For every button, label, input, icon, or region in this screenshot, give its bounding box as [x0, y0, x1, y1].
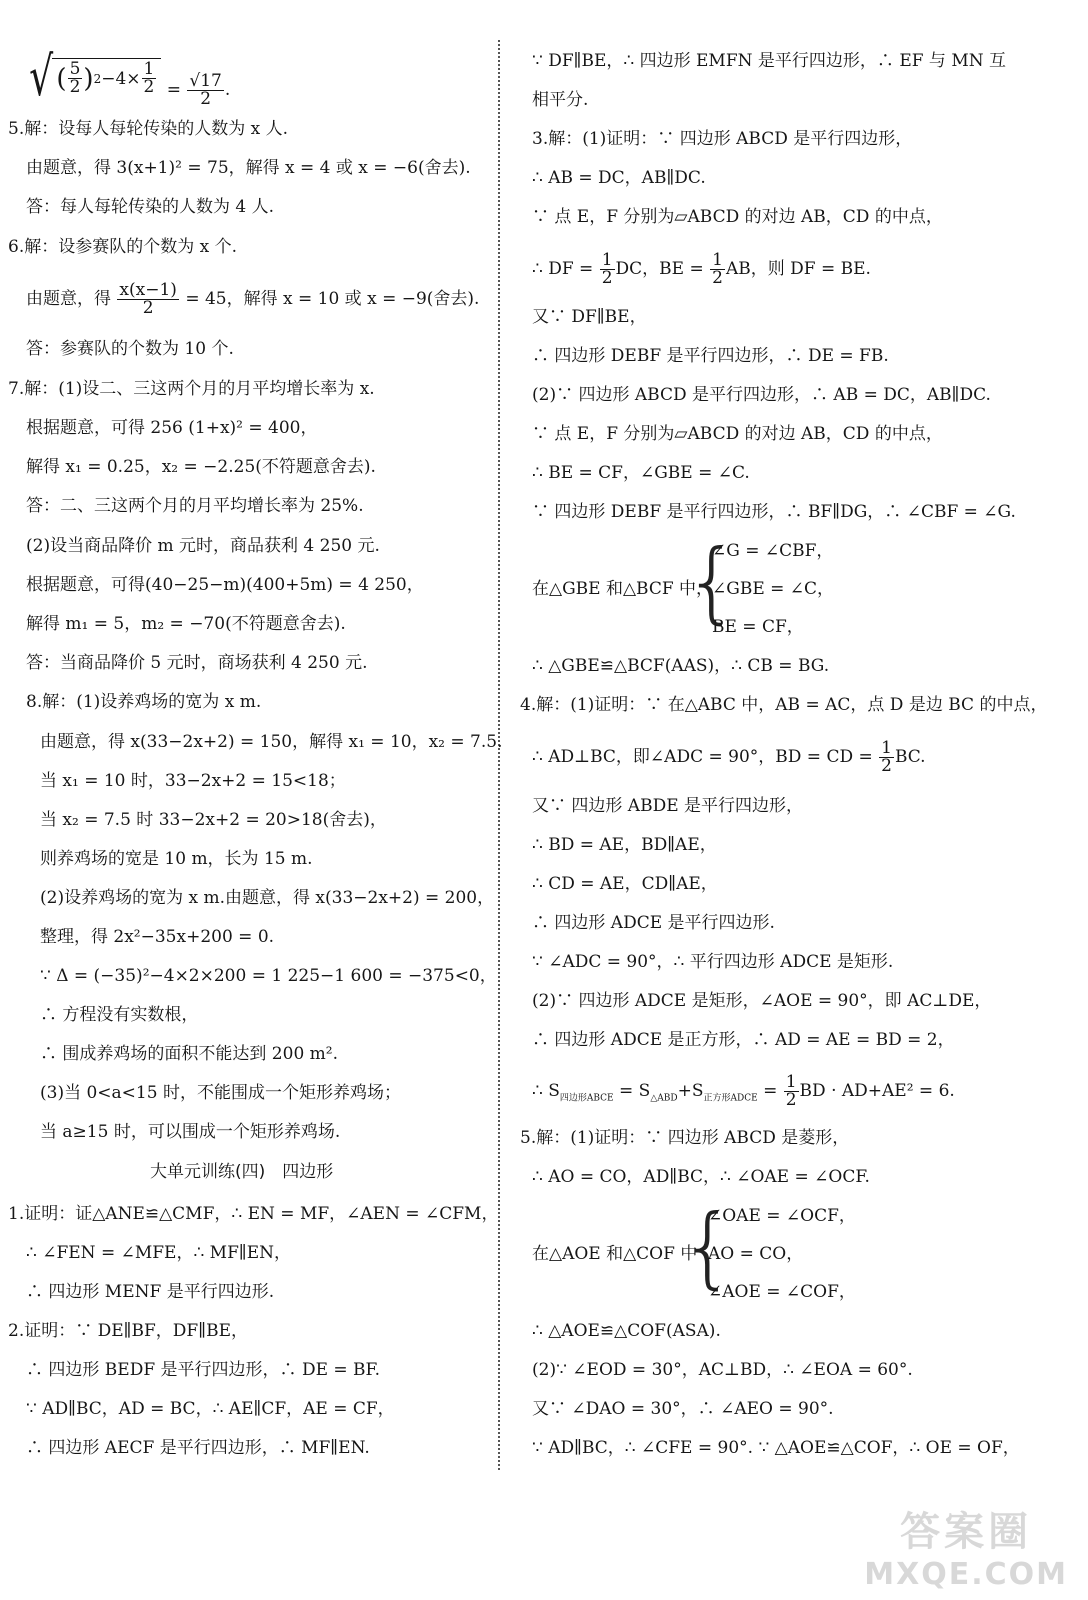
r13-sys3: BE = CF，	[712, 617, 804, 637]
q7-line3: 解得 x₁ = 0.25，x₂ = −2.25(不符题意舍去).	[26, 457, 376, 477]
q7-line1: 7.解：(1)设二、三这两个月的月平均增长率为 x.	[8, 379, 375, 399]
r13-sys1: ∠G = ∠CBF，	[712, 541, 834, 561]
watermark-top: 答案圈	[900, 1509, 1033, 1555]
r-line14: ∴ △GBE≌△BCF(AAS)，∴ CB = BG.	[532, 656, 830, 676]
frac-num: √17	[189, 71, 222, 91]
r24-eq2: =	[763, 1081, 778, 1101]
q5-line1: 5.解：设每人每轮传染的人数为 x 人.	[8, 119, 289, 139]
r-line15: 4.解：(1)证明：∵ 在△ABC 中，AB = AC，点 D 是边 BC 的中点，	[520, 695, 1048, 715]
frac-num: 5	[69, 59, 81, 79]
sqrt-mid: −4×	[101, 68, 141, 89]
q8-line2: 由题意，得 x(33−2x+2) = 150，解得 x₁ = 10，x₂ = 7.5.	[40, 732, 503, 752]
r-line23: ∴ 四边形 ADCE 是正方形，∴ AD = AE = BD = 2，	[532, 1030, 955, 1050]
q7-line2: 根据题意，可得 256 (1+x)² = 400，	[26, 418, 318, 438]
q8-line10: ∴ 围成养鸡场的面积不能达到 200 m².	[40, 1044, 338, 1064]
r16-text-a: ∴ AD⊥BC，即∠ADC = 90°，BD = CD =	[532, 747, 873, 767]
r-line12: ∵ 四边形 DEBF 是平行四边形，∴ BF∥DG，∴ ∠CBF = ∠G.	[532, 502, 1016, 522]
r13-label: 在△GBE 和△BCF 中，	[532, 579, 714, 599]
r-line9: (2)∵ 四边形 ABCD 是平行四边形，∴ AB = DC，AB∥DC.	[532, 385, 991, 405]
r-line18: ∴ BD = AE，BD∥AE，	[532, 835, 717, 855]
r6-text-b: DC，BE =	[615, 259, 704, 279]
q6-text-b: = 45，解得 x = 10 或 x = −9(舍去).	[185, 289, 480, 309]
r-line30: 又∵ ∠DAO = 30°，∴ ∠AEO = 90°.	[532, 1399, 834, 1419]
q6-text-a: 由题意，得	[26, 289, 111, 309]
q8-line4: 当 x₂ = 7.5 时 33−2x+2 = 20>18(舍去)，	[40, 810, 387, 830]
q8-line1: 8.解：(1)设养鸡场的宽为 x m.	[26, 692, 262, 712]
r24-sub2: △ABD	[650, 1093, 678, 1104]
frac-num: 1	[712, 250, 723, 270]
sqrt-expression: √ ( $\frac{5}{2}$ ) 2 −4× $\frac{1}{2}$ = $\frac{√17}{2}$ .	[29, 45, 231, 109]
frac-den: 2	[69, 77, 81, 97]
r24-sub3: 正方形ADCE	[703, 1093, 758, 1104]
r-line22: (2)∵ 四边形 ADCE 是矩形，∠AOE = 90°，即 AC⊥DE，	[532, 991, 992, 1011]
r-line17: 又∵ 四边形 ABDE 是平行四边形，	[532, 796, 804, 816]
r24-sub1: 四边形ABCE	[559, 1093, 614, 1104]
s2-line1: 2.证明：∵ DE∥BF，DF∥BE，	[8, 1321, 248, 1341]
r-line24	[532, 1074, 955, 1109]
r-line20: ∴ 四边形 ADCE 是平行四边形.	[532, 913, 775, 933]
q7-line5: (2)设当商品降价 m 元时，商品获利 4 250 元.	[26, 536, 380, 556]
q8-line9: ∴ 方程没有实数根，	[40, 1005, 199, 1025]
r27-sys2: AO = CO，	[708, 1244, 804, 1264]
frac-num: 1	[601, 250, 613, 270]
q6-line2	[26, 282, 479, 317]
s2-line2: ∴ 四边形 BEDF 是平行四边形，∴ DE = BF.	[26, 1360, 381, 1380]
r6-text-c: AB，则 DF = BE.	[725, 259, 871, 279]
q8-line12: 当 a≥15 时，可以围成一个矩形养鸡场.	[40, 1122, 341, 1142]
s1-line3: ∴ 四边形 MENF 是平行四边形.	[26, 1282, 275, 1302]
r-line3: 3.解：(1)证明：∵ 四边形 ABCD 是平行四边形，	[532, 129, 913, 149]
r-line16	[532, 740, 926, 775]
watermark-bottom: MXQE.COM	[864, 1557, 1068, 1592]
q8-line3: 当 x₁ = 10 时，33−2x+2 = 15<18；	[40, 771, 346, 791]
r-line29: (2)∵ ∠EOD = 30°，AC⊥BD，∴ ∠EOA = 60°.	[532, 1360, 913, 1380]
q7-line8: 答：当商品降价 5 元时，商场获利 4 250 元.	[26, 653, 368, 673]
r-line26: ∴ AO = CO，AD∥BC，∴ ∠OAE = ∠OCF.	[532, 1167, 870, 1187]
r-line11: ∴ BE = CF，∠GBE = ∠C.	[532, 463, 750, 483]
r27-sys1: ∠OAE = ∠OCF，	[708, 1206, 856, 1226]
r13-sys2: ∠GBE = ∠C，	[712, 579, 835, 599]
q6-line3: 答：参赛队的个数为 10 个.	[26, 339, 234, 359]
r6-text-a: ∴ DF =	[532, 259, 594, 279]
r16-text-b: BC.	[894, 747, 926, 767]
s1-line1: 1.证明：证△ANE≌△CMF，∴ EN = MF，∠AEN = ∠CFM，	[8, 1204, 499, 1224]
brace-icon: {	[684, 530, 740, 633]
r-line31: ∵ AD∥BC，∴ ∠CFE = 90°. ∵ △AOE≌△COF，∴ OE = OF，	[532, 1438, 1020, 1458]
frac-den: 2	[601, 268, 613, 288]
q7-line4: 答：二、三这两个月的月平均增长率为 25%.	[26, 496, 364, 516]
r-line4: ∴ AB = DC，AB∥DC.	[532, 168, 706, 188]
section-title: 大单元训练(四) 四边形	[150, 1162, 334, 1182]
s1-line2: ∴ ∠FEN = ∠MFE，∴ MF∥EN，	[26, 1243, 292, 1263]
r-line1: ∵ DF∥BE，∴ 四边形 EMFN 是平行四边形，∴ EF 与 MN 互	[532, 51, 1007, 71]
q5-line3: 答：每人每轮传染的人数为 4 人.	[26, 197, 275, 217]
r27-label: 在△AOE 和△COF 中	[532, 1244, 698, 1264]
frac-num: 1	[143, 59, 155, 79]
frac-den: 2	[712, 268, 723, 288]
r24-end: BD · AD+AE² = 6.	[799, 1081, 955, 1101]
r-line19: ∴ CD = AE，CD∥AE，	[532, 874, 718, 894]
r-line7: 又∵ DF∥BE，	[532, 307, 647, 327]
r-line21: ∵ ∠ADC = 90°，∴ 平行四边形 ADCE 是矩形.	[532, 952, 894, 972]
r24-s: ∴ S	[532, 1081, 560, 1101]
q6-line1: 6.解：设参赛队的个数为 x 个.	[8, 237, 238, 257]
r-line28: ∴ △AOE≌△COF(ASA).	[532, 1321, 721, 1341]
frac-den: 2	[143, 77, 155, 97]
r27-sys3: ∠AOE = ∠COF，	[708, 1282, 856, 1302]
frac-num: 1	[785, 1072, 797, 1092]
r-line8: ∴ 四边形 DEBF 是平行四边形，∴ DE = FB.	[532, 346, 889, 366]
watermark-logo	[864, 1500, 1068, 1592]
frac-den: 2	[785, 1090, 797, 1110]
r-line10: ∵ 点 E，F 分别为▱ABCD 的对边 AB，CD 的中点，	[532, 424, 943, 444]
q8-line8: ∵ Δ = (−35)²−4×2×200 = 1 225−1 600 = −375<0，	[40, 966, 497, 986]
q7-line7: 解得 m₁ = 5，m₂ = −70(不符题意舍去).	[26, 614, 346, 634]
q8-line7: 整理，得 2x²−35x+200 = 0.	[40, 927, 275, 947]
frac-den: 2	[142, 298, 154, 318]
frac-num: x(x−1)	[119, 280, 177, 300]
r24-plus: +S	[677, 1081, 704, 1101]
r-line5: ∵ 点 E，F 分别为▱ABCD 的对边 AB，CD 的中点，	[532, 207, 943, 227]
frac-num: 1	[881, 738, 892, 758]
brace-icon: {	[680, 1195, 736, 1298]
s2-line3: ∵ AD∥BC，AD = BC，∴ AE∥CF，AE = CF，	[26, 1399, 395, 1419]
column-divider	[498, 40, 500, 1470]
frac-den: 2	[200, 89, 212, 109]
q5-line2: 由题意，得 3(x+1)² = 75，解得 x = 4 或 x = −6(舍去).	[26, 158, 471, 178]
q8-line6: (2)设养鸡场的宽为 x m.由题意，得 x(33−2x+2) = 200，	[40, 888, 495, 908]
frac-den: 2	[881, 756, 892, 776]
r-line6	[532, 252, 871, 287]
r-line2: 相平分.	[532, 90, 589, 110]
r-line25: 5.解：(1)证明：∵ 四边形 ABCD 是菱形，	[520, 1128, 850, 1148]
s2-line4: ∴ 四边形 AECF 是平行四边形，∴ MF∥EN.	[26, 1438, 370, 1458]
q8-line5: 则养鸡场的宽是 10 m，长为 15 m.	[40, 849, 313, 869]
r24-eq: = S	[619, 1081, 651, 1101]
q7-line6: 根据题意，可得(40−25−m)(400+5m) = 4 250，	[26, 575, 424, 595]
q8-line11: (3)当 0<a<15 时，不能围成一个矩形养鸡场；	[40, 1083, 401, 1103]
